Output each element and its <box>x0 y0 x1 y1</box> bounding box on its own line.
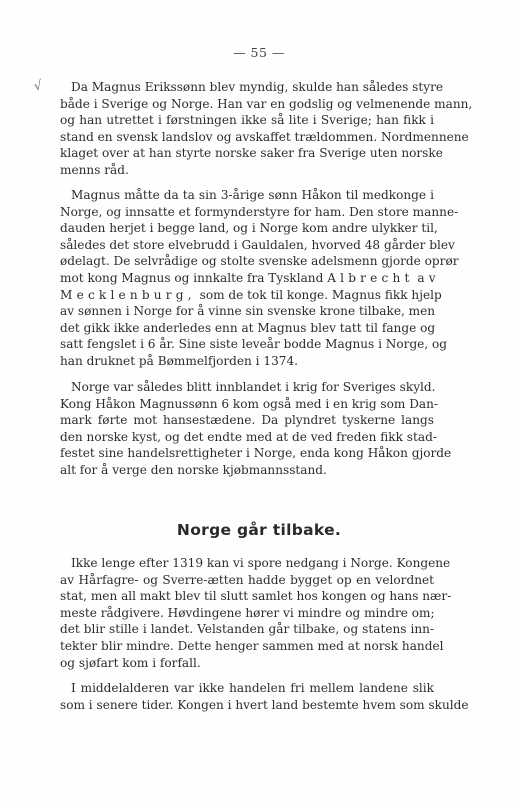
page-number: — 55 — <box>233 45 285 60</box>
text-line: alt for å verge den norske kjøbmannsstand. <box>60 462 327 477</box>
text-segment: mot kong Magnus og innkalte fra Tyskland <box>60 270 324 285</box>
paragraph-3 <box>60 379 452 479</box>
text-line: Ikke lenge efter 1319 kan vi spore nedgang i Norge. Kongene <box>71 556 451 570</box>
text-line: Norge var således blitt innblandet i krig for Sveriges skyld. <box>71 380 436 394</box>
text-line: således det store elvebrudd i Gauldalen, hvorved 48 gårder blev <box>60 237 455 252</box>
text-line: stat, men all makt blev til slutt samlet hos kongen og hans nær- <box>60 589 452 604</box>
text-line: dauden herjet i begge land, og i Norge kom andre ulykker til, <box>60 221 438 236</box>
text-line: den norske kyst, og det endte med at de ved freden fikk stad- <box>60 429 437 444</box>
text-line: klaget over at han styrte norske saker fra Sverige uten norske <box>60 146 443 161</box>
paragraph-2 <box>60 187 459 370</box>
text-line: det blir stille i landet. Velstanden går tilbake, og statens inn- <box>60 622 434 637</box>
text-line: stand en svensk landslov og avskaffet trældommen. Nordmennene <box>60 129 469 144</box>
text-line: I middelalderen var ikke handelen fri mellem landene slik <box>71 681 434 695</box>
text-line: han druknet på Bømmelfjorden i 1374. <box>60 353 299 368</box>
text-line: Kong Håkon Magnussønn 6 kom også med i en krig som Dan- <box>60 396 438 411</box>
paragraph-4 <box>60 555 452 671</box>
text-line: og sjøfart kom i forfall. <box>60 655 201 670</box>
section-heading: Norge går tilbake. <box>176 521 342 539</box>
text-line: av Hårfagre- og Sverre-ætten hadde bygget op en velordnet <box>60 572 434 587</box>
text-line: ødelagt. De selvrådige og stolte svenske adelsmenn gjorde oprør <box>60 254 459 269</box>
text-line: av sønnen i Norge for å vinne sin svenske krone tilbake, men <box>60 304 436 319</box>
text-line: Da Magnus Erikssønn blev myndig, skulde han således styre <box>71 80 444 94</box>
paragraph-5 <box>60 680 469 713</box>
spaced-name-albrecht: Albrecht <box>327 270 414 285</box>
text-line: Magnus måtte da ta sin 3-årige sønn Håkon til medkonge i <box>71 188 434 202</box>
text-line: det gikk ikke anderledes enn at Magnus blev tatt til fange og <box>60 320 436 335</box>
text-line: satt fengslet i 6 år. Sine siste leveår bodde Magnus i Norge, og <box>60 337 448 352</box>
paragraph-1 <box>60 79 473 179</box>
text-line: som i senere tider. Kongen i hvert land bestemte hvem som skulde <box>60 697 469 712</box>
text-segment: av <box>417 270 440 285</box>
margin-check-mark: √ <box>32 78 44 95</box>
text-line: og han utrettet i førstningen ikke så lite i Sverige; han fikk i <box>60 113 434 128</box>
text-segment: som de tok til konge. Magnus fikk hjelp <box>199 287 442 302</box>
text-line: både i Sverige og Norge. Han var en godslig og velmenende mann, <box>60 96 473 111</box>
text-line: menns råd. <box>60 162 129 177</box>
text-line <box>60 287 442 304</box>
text-line: meste rådgivere. Høvdingene hører vi mindre og mindre om; <box>60 605 435 620</box>
spaced-name-mecklenburg: Mecklenburg, <box>60 287 196 302</box>
text-line: tekter blir mindre. Dette henger sammen med at norsk handel <box>60 638 444 653</box>
text-line <box>60 270 440 287</box>
text-line: Norge, og innsatte et formynderstyre for ham. Den store manne- <box>60 204 459 219</box>
text-line: festet sine handelsrettigheter i Norge, enda kong Håkon gjorde <box>60 446 452 461</box>
text-line: mark førte mot hansestædene. Da plyndret tyskerne langs <box>60 413 434 428</box>
